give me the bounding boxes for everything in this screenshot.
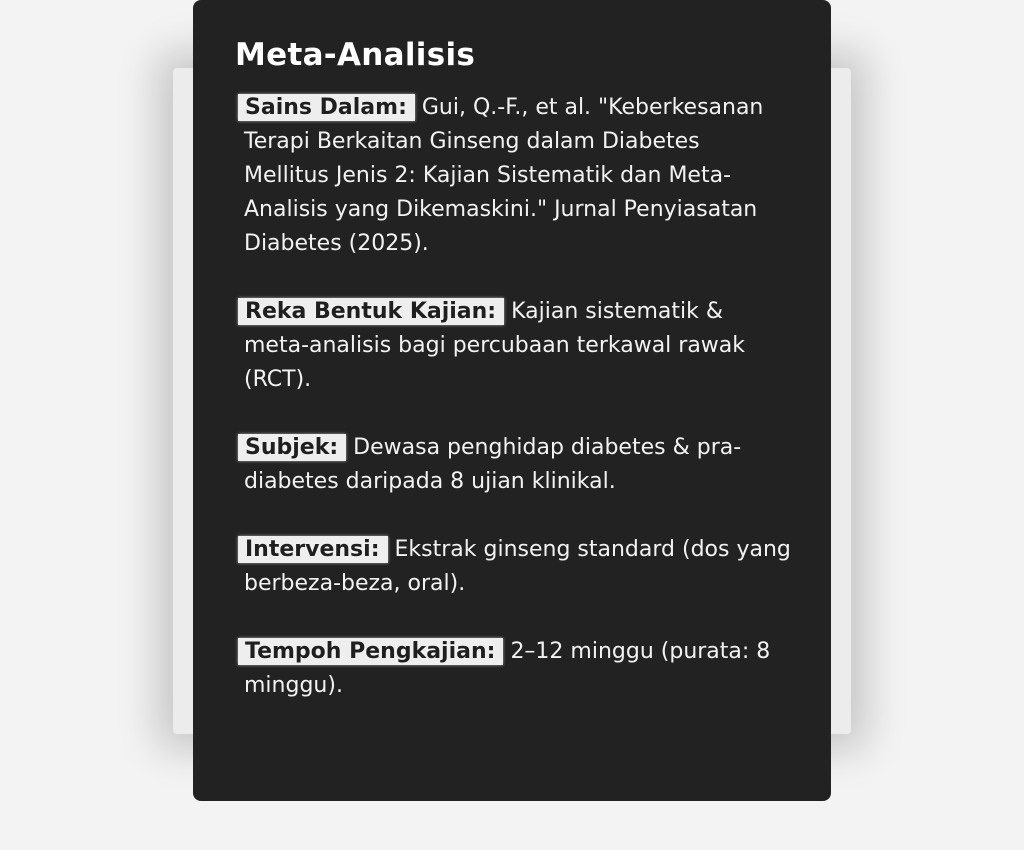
- entry-text: 2–12 minggu (purata: 8 minggu).: [244, 639, 771, 699]
- entry-duration: [238, 635, 791, 703]
- entry-text: Gui, Q.-F., et al. "Keberkesanan Terapi Berkaitan Ginseng dalam Diabetes Mellitus Jenis 2: Kajian Sistematik dan Meta-Analisis yang Dikemaskini." Jurnal Penyiasatan Diabetes (2025).: [244, 95, 764, 257]
- meta-analysis-card: [193, 0, 831, 801]
- entry-subjects: [238, 431, 791, 499]
- entry-text: Ekstrak ginseng standard (dos yang berbeza-beza, oral).: [244, 537, 791, 597]
- entry-label: Tempoh Pengkajian:: [238, 638, 503, 665]
- card-title: Meta-Analisis: [235, 37, 476, 73]
- entry-study-design: [238, 295, 791, 397]
- entry-text: Dewasa penghidap diabetes & pra-diabetes daripada 8 ujian klinikal.: [244, 435, 742, 495]
- entry-list: [235, 91, 791, 703]
- entry-label: Intervensi:: [238, 536, 388, 563]
- entry-intervention: [238, 533, 791, 601]
- entry-label: Subjek:: [238, 434, 346, 461]
- entry-source: [238, 91, 791, 261]
- entry-text: Kajian sistematik & meta-analisis bagi percubaan terkawal rawak (RCT).: [244, 299, 746, 393]
- entry-label: Reka Bentuk Kajian:: [238, 298, 504, 325]
- entry-label: Sains Dalam:: [238, 94, 415, 121]
